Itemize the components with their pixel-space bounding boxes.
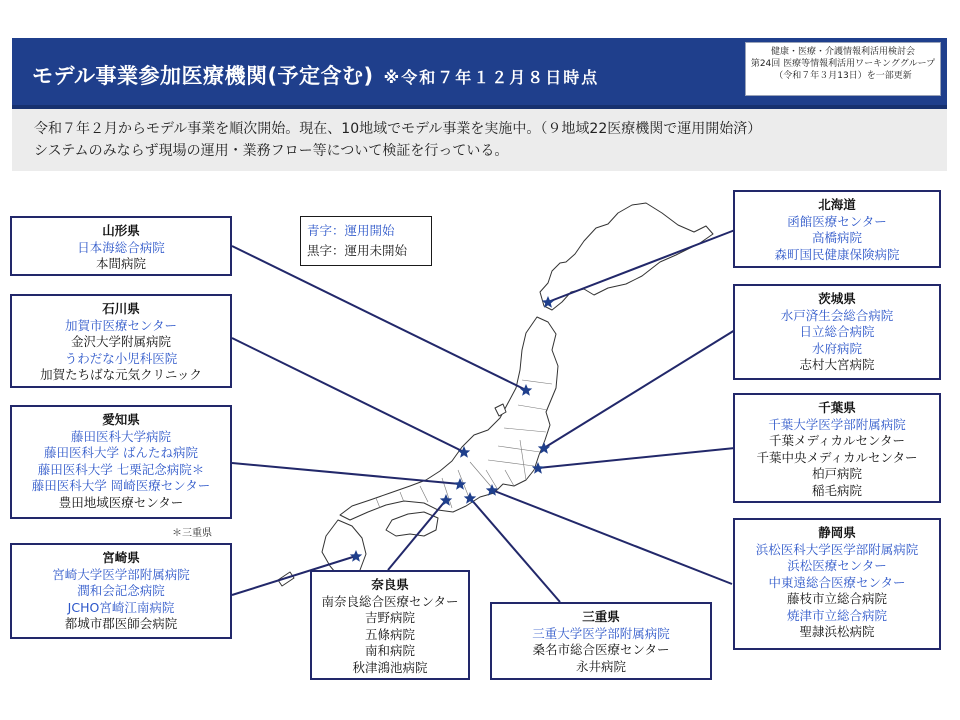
hospital-item: 中東遠総合医療センター [768, 574, 906, 590]
mie-footnote: ＊三重県 [172, 528, 212, 539]
hospital-item: 南和病院 [364, 643, 415, 658]
legend [300, 216, 432, 266]
hospital-item: 水戸済生会総合病院 [780, 307, 894, 323]
connector-chiba [538, 448, 735, 468]
connector-lines [232, 230, 735, 602]
connector-yamagata [232, 246, 526, 390]
prefecture-name: 茨城県 [818, 291, 856, 306]
hospital-item: 秋津鴻池病院 [352, 659, 428, 675]
hospital-item: 藤枝市立総合病院 [786, 591, 887, 606]
hospital-item: 桑名市総合医療センター [532, 642, 670, 657]
region-box-mie [490, 602, 712, 680]
hospital-item: 三重大学医学部附属病院 [532, 625, 670, 641]
prefecture-name: 石川県 [102, 301, 140, 316]
region-box-yamagata [10, 216, 232, 276]
as-of-date: ※令和７年１２月８日時点 [383, 68, 600, 87]
hokkaido-shape [540, 203, 713, 310]
hospital-item: 稲毛病院 [811, 482, 862, 498]
hospital-item: 函館医療センター [787, 213, 887, 229]
hospital-item: 水府病院 [811, 340, 862, 356]
prefecture-name: 北海道 [818, 197, 856, 212]
connector-mie [470, 498, 560, 602]
hospital-item: 藤田医科大学病院 [70, 428, 171, 444]
hospital-item: 焼津市立総合病院 [786, 607, 887, 623]
prefecture-name: 千葉県 [818, 400, 856, 415]
hospital-item: 五條病院 [364, 626, 415, 642]
prefecture-name: 三重県 [582, 609, 620, 624]
hospital-item: 永井病院 [575, 658, 626, 674]
hospital-item: 潤和会記念病院 [77, 583, 165, 598]
hospital-item: 加賀たちばな元気クリニック [40, 367, 202, 382]
hospital-item: 金沢大学附属病院 [70, 334, 171, 349]
hospital-item: 藤田医科大学 ばんたね病院 [44, 445, 198, 460]
hospital-item: 志村大宮病院 [799, 357, 875, 372]
hospital-item: 高橋病院 [811, 230, 862, 245]
region-box-aichi [10, 405, 232, 519]
region-box-hokkaido [733, 190, 941, 268]
meeting-line-1: 健康・医療・介護情報利活用検討会 [770, 47, 915, 57]
connector-shizuoka [492, 490, 732, 584]
hospital-item: 千葉中央メディカルセンター [756, 449, 918, 465]
region-box-ishikawa [10, 294, 232, 388]
hospital-item: 浜松医療センター [787, 558, 887, 573]
hospital-item: 都城市郡医師会病院 [64, 616, 178, 631]
shikoku-shape [386, 512, 438, 536]
hospital-item: 日立総合病院 [799, 324, 875, 339]
prefecture-name: 静岡県 [818, 525, 856, 540]
hospital-item: 浜松医科大学医学部附属病院 [755, 541, 919, 557]
connector-ishikawa [232, 338, 464, 452]
region-box-chiba [733, 393, 941, 503]
meeting-line-3: （令和７年３月13日）を一部更新 [774, 71, 912, 81]
hospital-item: 豊田地域医療センター [58, 494, 184, 510]
page-title-text: モデル事業参加医療機関(予定含む) [32, 64, 374, 88]
hospital-item: 藤田医科大学 岡崎医療センター [31, 478, 211, 493]
hospital-item: うわだな小児科医院 [64, 350, 178, 366]
prefecture-name: 山形県 [102, 223, 140, 238]
hospital-item: 藤田医科大学 七栗記念病院＊ [37, 461, 205, 477]
prefecture-name: 宮崎県 [102, 550, 140, 565]
region-box-ibaraki [733, 284, 941, 380]
connector-aichi [232, 463, 460, 484]
meeting-line-2: 第24回 医療等情報利活用ワーキンググループ [750, 59, 936, 69]
hospital-item: 本間病院 [95, 256, 146, 271]
hospital-item: 森町国民健康保険病院 [774, 246, 900, 262]
hospital-item: 吉野病院 [364, 610, 415, 625]
legend-not-operating: 黒字：運用未開始 [307, 243, 408, 258]
legend-operating: 青字：運用開始 [307, 223, 395, 238]
prefecture-name: 奈良県 [371, 577, 409, 592]
region-box-shizuoka [733, 518, 941, 650]
region-box-miyazaki [10, 543, 232, 639]
summary-line-2: システムのみならず現場の運用・業務フロー等について検証を行っている。 [34, 143, 509, 159]
hospital-item: JCHO宮崎江南病院 [67, 599, 175, 615]
hospital-item: 日本海総合病院 [77, 239, 165, 255]
hospital-item: 聖隷浜松病院 [799, 624, 875, 639]
hospital-item: 千葉メディカルセンター [768, 433, 905, 448]
hospital-item: 加賀市医療センター [64, 317, 177, 333]
hospital-item: 柏戸病院 [811, 466, 862, 481]
connector-ibaraki [544, 330, 735, 448]
region-box-nara [310, 570, 470, 680]
prefecture-name: 愛知県 [102, 412, 140, 427]
hospital-item: 南奈良総合医療センター [321, 593, 459, 609]
honshu-shape [340, 317, 558, 520]
hospital-item: 宮崎大学医学部附属病院 [52, 566, 190, 582]
hospital-item: 千葉大学医学部附属病院 [768, 416, 906, 432]
summary-line-1: 令和７年２月からモデル事業を順次開始。現在、10地域でモデル事業を実施中。（９地域22医療機関で運用開始済） [34, 121, 762, 137]
